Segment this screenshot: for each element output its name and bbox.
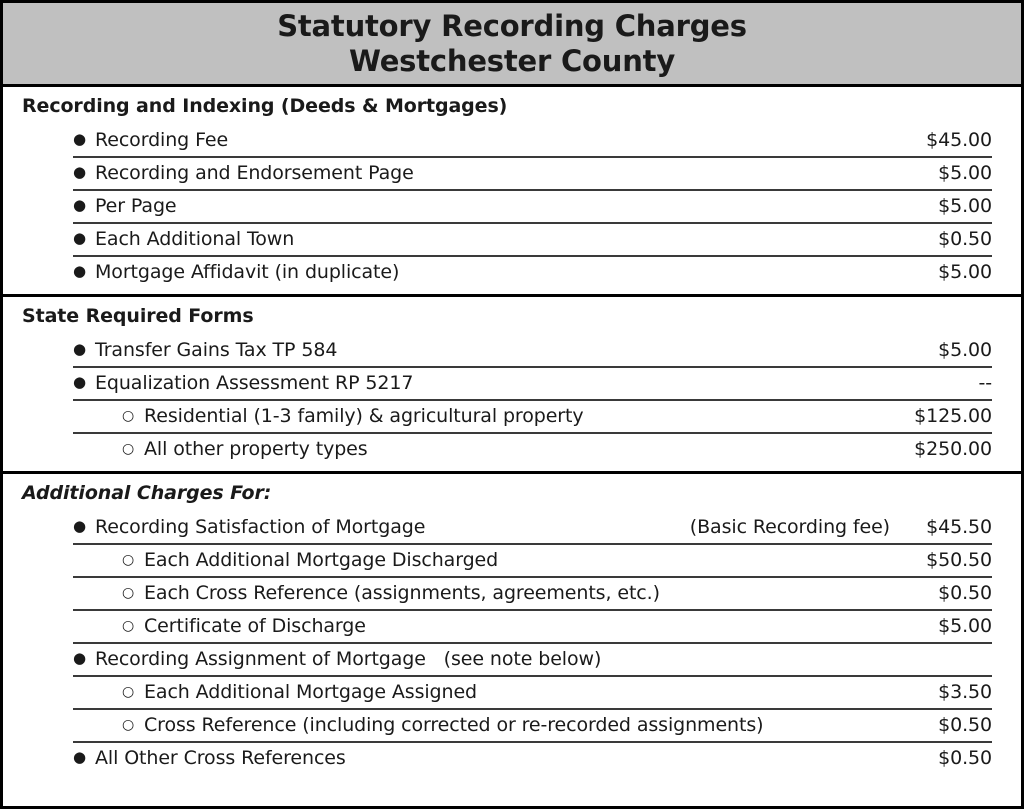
fee-row: [3, 642, 1021, 675]
fee-row: [3, 609, 1021, 642]
fee-item-amount: $45.50: [926, 515, 992, 538]
filled-bullet-icon: ●: [73, 649, 87, 667]
section-heading: Additional Charges For:: [22, 482, 272, 504]
fee-item-amount: $0.50: [938, 713, 992, 736]
fee-item-amount: $50.50: [926, 548, 992, 571]
hollow-bullet-icon: ○: [122, 440, 135, 457]
hollow-bullet-icon: ○: [122, 617, 135, 634]
fee-row: [3, 675, 1021, 708]
filled-bullet-icon: ●: [73, 130, 87, 148]
fee-item-amount: $0.50: [938, 581, 992, 604]
filled-bullet-icon: ●: [73, 229, 87, 247]
fee-item-amount: $45.00: [926, 128, 992, 151]
fee-item-label: Recording Satisfaction of Mortgage: [95, 515, 426, 538]
fee-item-label: Recording and Endorsement Page: [95, 161, 414, 184]
fee-row: [3, 741, 1021, 774]
hollow-bullet-icon: ○: [122, 683, 135, 700]
fee-row: [3, 366, 1021, 399]
fee-row: [3, 399, 1021, 432]
fee-row: [3, 510, 1021, 543]
fee-item-amount: $250.00: [914, 437, 992, 460]
fee-item-label: Residential (1-3 family) & agricultural property: [144, 404, 584, 427]
fee-row-list: [3, 123, 1021, 294]
title-line-secondary: Westchester County: [348, 44, 676, 78]
fee-row: [3, 333, 1021, 366]
filled-bullet-icon: ●: [73, 196, 87, 214]
fee-item-label: Each Cross Reference (assignments, agreements, etc.): [144, 581, 660, 604]
fee-section: [3, 294, 1021, 471]
filled-bullet-icon: ●: [73, 517, 87, 535]
fee-item-label: Mortgage Affidavit (in duplicate): [95, 260, 400, 283]
fee-item-label: Certificate of Discharge: [144, 614, 366, 637]
filled-bullet-icon: ●: [73, 163, 87, 181]
fee-item-label: Cross Reference (including corrected or re-recorded assignments): [144, 713, 764, 736]
fee-item-label: All Other Cross References: [95, 746, 346, 769]
fee-section: [3, 87, 1021, 294]
hollow-bullet-icon: ○: [122, 407, 135, 424]
fee-row: [3, 708, 1021, 741]
fee-sections: [3, 87, 1021, 780]
fee-item-label: Recording Fee: [95, 128, 229, 151]
fee-item-amount: $5.00: [938, 194, 992, 217]
fee-item-amount: $3.50: [938, 680, 992, 703]
fee-item-amount: $125.00: [914, 404, 992, 427]
fee-item-amount: $0.50: [938, 746, 992, 769]
fee-row: [3, 432, 1021, 465]
section-heading: Recording and Indexing (Deeds & Mortgages): [22, 95, 508, 117]
fee-row: [3, 123, 1021, 156]
fee-item-label: Recording Assignment of Mortgage (see note below): [95, 647, 602, 670]
section-heading: State Required Forms: [22, 305, 254, 327]
page-title: [3, 3, 1021, 87]
fee-item-amount: $0.50: [938, 227, 992, 250]
fee-item-amount: $5.00: [938, 260, 992, 283]
fee-item-label: Per Page: [95, 194, 177, 217]
fee-item-label: Each Additional Town: [95, 227, 295, 250]
filled-bullet-icon: ●: [73, 373, 87, 391]
filled-bullet-icon: ●: [73, 262, 87, 280]
fee-item-label: Equalization Assessment RP 5217: [95, 371, 414, 394]
hollow-bullet-icon: ○: [122, 551, 135, 568]
title-line-primary: Statutory Recording Charges: [277, 9, 747, 43]
fee-item-note: (Basic Recording fee): [689, 515, 890, 538]
fee-item-label: Each Additional Mortgage Discharged: [144, 548, 499, 571]
fee-row: [3, 576, 1021, 609]
fee-row: [3, 543, 1021, 576]
fee-row: [3, 222, 1021, 255]
fee-item-amount: --: [978, 371, 992, 394]
fee-item-amount: $5.00: [938, 161, 992, 184]
fee-section: [3, 471, 1021, 780]
fee-row: [3, 255, 1021, 288]
fee-item-label: Each Additional Mortgage Assigned: [144, 680, 477, 703]
hollow-bullet-icon: ○: [122, 716, 135, 733]
filled-bullet-icon: ●: [73, 340, 87, 358]
fee-item-label: Transfer Gains Tax TP 584: [95, 338, 338, 361]
fee-item-label: All other property types: [144, 437, 368, 460]
fee-row-list: [3, 333, 1021, 471]
fee-item-amount: $5.00: [938, 338, 992, 361]
fee-row: [3, 189, 1021, 222]
hollow-bullet-icon: ○: [122, 584, 135, 601]
fee-row: [3, 156, 1021, 189]
fee-item-amount: $5.00: [938, 614, 992, 637]
filled-bullet-icon: ●: [73, 748, 87, 766]
fee-row-list: [3, 510, 1021, 780]
